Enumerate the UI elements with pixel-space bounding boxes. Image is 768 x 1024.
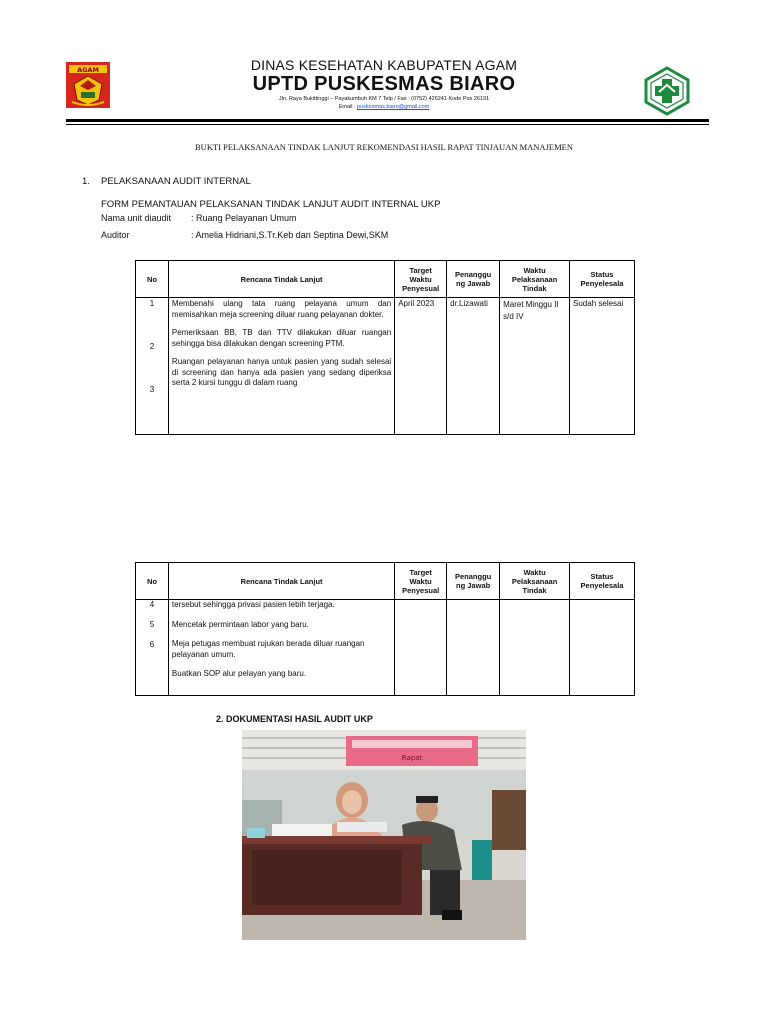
list-item: Meja petugas membuat rujukan berada diluar ruangan pelayanan umum.: [171, 639, 365, 659]
logo-text: AGAM: [77, 66, 99, 74]
rencana-cell: [168, 600, 394, 696]
section-1-heading: [82, 176, 251, 187]
header-rule-thin: [66, 124, 709, 125]
section-1-title: PELAKSANAAN AUDIT INTERNAL: [101, 176, 251, 187]
pj-cell: [447, 600, 500, 696]
list-item: tersebut sehingga privasi pasien lebih terjaga.: [171, 600, 335, 609]
header-address: Jln. Raya Bukittinggi – Payakumbuh KM 7 Telp / Fax : (0752) 426241 Kode Pos 26191: [278, 96, 490, 102]
table-header-row: [136, 261, 635, 298]
list-item: Mencetak permintaan labor yang baru.: [171, 619, 309, 629]
email-label: Email :: [338, 104, 356, 110]
col-waktu: Waktu Pelaksanaan Tindak: [500, 563, 570, 600]
col-target: Target Waktu Penyesual: [395, 261, 447, 298]
section-1-number: 1.: [82, 176, 90, 187]
item-no: 2: [149, 342, 155, 351]
table-row: [136, 600, 635, 696]
unit-row: [101, 213, 297, 223]
list-item: Pemeriksaan BB, TB dan TTV dilakukan diluar ruangan sehingga bisa dilakukan dengan screening PTM.: [171, 328, 392, 348]
unit-label: Nama unit diaudit: [101, 213, 172, 223]
document-title: BUKTI PELAKSANAAN TINDAK LANJUT REKOMENDASI HASIL RAPAT TINJAUAN MANAJEMEN: [195, 142, 573, 152]
followup-table-2: [135, 562, 635, 696]
no-cell: [136, 600, 169, 696]
email-link[interactable]: puskesmas.biaro@gmail.com: [357, 104, 430, 110]
auditor-label: Auditor: [101, 230, 130, 240]
section-2-number: 2.: [216, 714, 224, 724]
auditor-value: : Amelia Hidriani,S.Tr.Keb dan Septina Dewi,SKM: [191, 230, 389, 240]
table-row: [136, 298, 635, 435]
banner-text: Rapat: [401, 754, 423, 762]
section-2-heading: [216, 714, 373, 724]
item-no: 6: [149, 640, 155, 649]
status-cell: Sudah selesai: [570, 298, 635, 435]
list-item: Membenahi ulang tata ruang pelayana umum dan memisahkan meja screening diluar ruang pelayanan dokter.: [171, 299, 392, 319]
col-pj: Penanggu ng Jawab: [447, 563, 500, 600]
target-cell: [395, 600, 447, 696]
item-no: 4: [149, 600, 155, 609]
list-item: Buatkan SOP alur pelayan yang baru.: [171, 669, 307, 678]
list-item: Ruangan pelayanan hanya untuk pasien yang sudah selesai di screening dan hanya ada pasien yang sedang diperiksa serta 2 kursi tunggu di dalam ruang: [171, 357, 392, 387]
status-cell: [570, 600, 635, 696]
header-institution: UPTD PUSKESMAS BIARO: [252, 73, 516, 95]
item-no: 3: [149, 385, 155, 394]
header-rule: [66, 119, 709, 122]
form-title: FORM PEMANTAUAN PELAKSANAN TINDAK LANJUT AUDIT INTERNAL UKP: [101, 199, 441, 210]
col-no: No: [136, 563, 169, 600]
followup-table-1: [135, 260, 635, 435]
auditor-row: [101, 230, 388, 240]
col-rencana: Rencana Tindak Lanjut: [168, 563, 394, 600]
pj-cell: dr.Lizawati: [447, 298, 500, 435]
col-pj: Penanggu ng Jawab: [447, 261, 500, 298]
table-header-row: [136, 563, 635, 600]
header-email-line: [0, 104, 768, 110]
waktu-cell: [500, 600, 570, 696]
header-agency: DINAS KESEHATAN KABUPATEN AGAM: [250, 57, 518, 73]
no-cell: [136, 298, 169, 435]
waktu-cell: Maret Minggu II s/d IV: [500, 298, 570, 435]
col-waktu: Waktu Pelaksanaan Tindak: [500, 261, 570, 298]
unit-value: : Ruang Pelayanan Umum: [191, 213, 297, 223]
col-status: Status Penyelesala: [570, 261, 635, 298]
col-status: Status Penyelesala: [570, 563, 635, 600]
audit-photo: [242, 730, 526, 940]
rencana-cell: [168, 298, 394, 435]
item-no: 1: [149, 299, 155, 308]
col-rencana: Rencana Tindak Lanjut: [168, 261, 394, 298]
section-2-title: DOKUMENTASI HASIL AUDIT UKP: [226, 714, 373, 724]
item-no: 5: [149, 620, 155, 629]
target-cell: April 2023: [395, 298, 447, 435]
col-no: No: [136, 261, 169, 298]
col-target: Target Waktu Penyesual: [395, 563, 447, 600]
